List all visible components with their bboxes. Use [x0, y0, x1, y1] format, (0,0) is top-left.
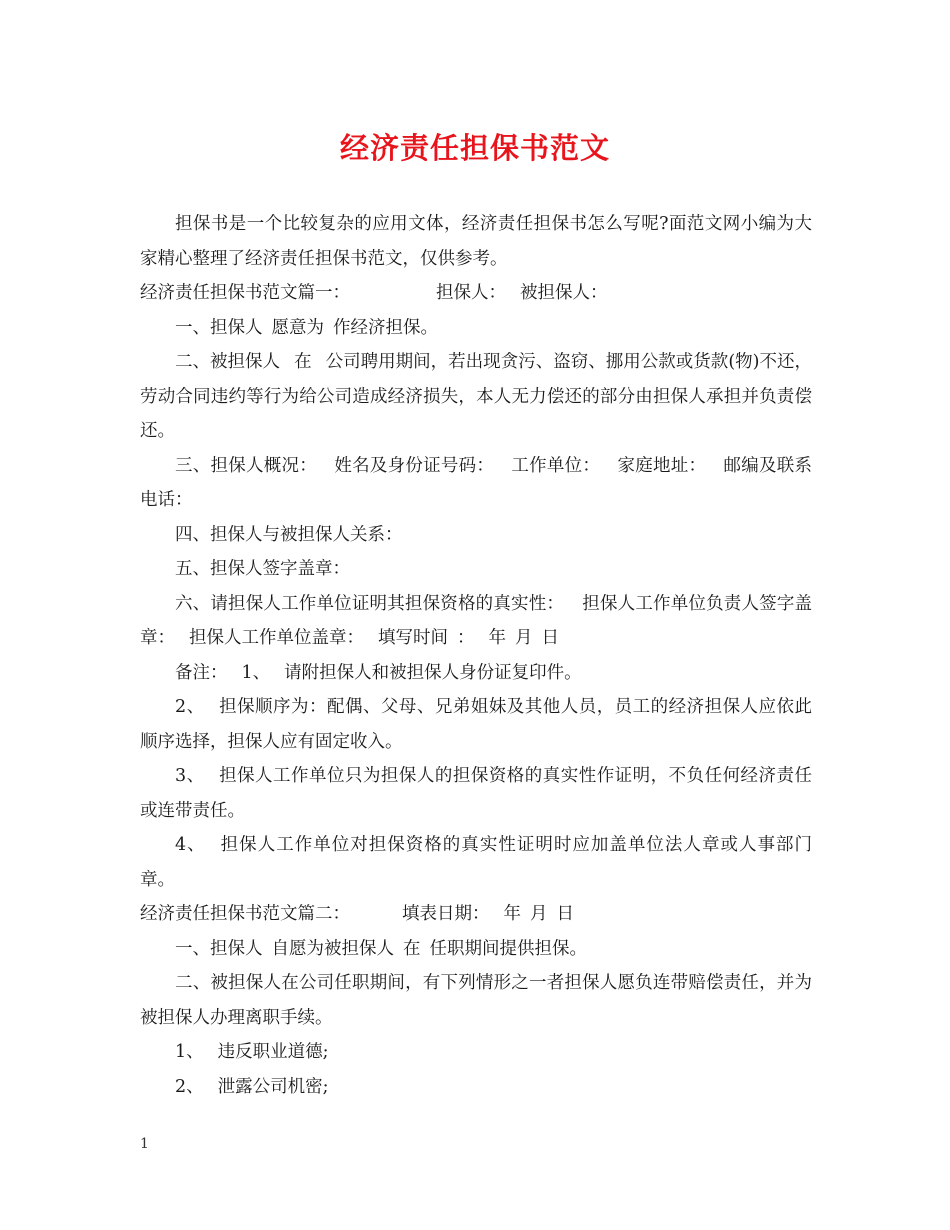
section-heading: 经济责任担保书范文篇一：: [140, 283, 350, 303]
page-number: 1: [140, 1136, 149, 1152]
field-label: 被担保人：: [520, 283, 608, 303]
text-segment: 在: [294, 352, 312, 372]
text-segment: 日: [556, 904, 574, 924]
text-segment: 2、: [175, 697, 205, 717]
field-label: 担保人：: [436, 283, 506, 303]
text-segment: 填写时间: [378, 628, 448, 648]
text-segment: 家庭地址：: [617, 455, 707, 476]
field-label: 填表日期：: [402, 904, 490, 924]
text-segment: 二、被担保人: [175, 352, 281, 372]
text-segment: 备注：: [175, 662, 228, 683]
text-segment: 月: [530, 904, 548, 924]
section-heading: 经济责任担保书范文篇二：: [140, 904, 350, 924]
text-segment: 工作单位：: [511, 455, 601, 476]
paragraph-clause-1: [140, 311, 812, 346]
text-segment: 公司聘用期间，若出现贪污、盗窃、挪用公款或货款(物)不还，劳动合同违约等行为给公司造成经济损失，本人无力偿还的部分由担保人承担并负责偿还。: [140, 352, 813, 441]
text-segment: 一、担保人: [175, 938, 263, 959]
text-segment: 担保人工作单位对担保资格的真实性证明时应加盖单位法人章或人事部门章。: [140, 835, 812, 890]
text-segment: 愿意为: [271, 317, 324, 338]
paragraph-note: [140, 656, 812, 691]
text-segment: ：: [457, 628, 475, 648]
paragraph-s2-clause-2: [140, 966, 812, 1035]
text-segment: 违反职业道德;: [217, 1042, 329, 1062]
text-segment: 四、担保人与被担保人关系：: [175, 524, 403, 545]
paragraph-note-2: [140, 690, 812, 759]
text-segment: 作经济担保。: [333, 317, 438, 338]
paragraph-clause-3: [140, 449, 812, 518]
paragraph-clause-5: [140, 552, 812, 587]
paragraph-clause-2: [140, 345, 812, 449]
text-segment: 月: [515, 628, 533, 648]
text-segment: 姓名及身份证号码：: [334, 455, 495, 476]
text-segment: 1、: [241, 662, 271, 683]
text-segment: 请附担保人和被担保人身份证复印件。: [284, 662, 582, 683]
paragraph-note-4: [140, 828, 812, 897]
text-segment: 邮编及联系电话：: [140, 455, 813, 510]
paragraph-intro: [140, 207, 812, 276]
text-segment: 自愿为被担保人: [271, 938, 394, 959]
paragraph-s2-item-1: [140, 1035, 812, 1070]
text-segment: 担保人工作单位负责人签字盖章：: [140, 593, 813, 648]
text-segment: 泄露公司机密;: [217, 1076, 329, 1097]
text-segment: 4、: [175, 835, 206, 855]
text-segment: 一、担保人: [175, 317, 263, 338]
text-segment: 五、担保人签字盖章：: [175, 559, 350, 579]
document-title: 经济责任担保书范文: [339, 131, 610, 165]
text-segment: 六、请担保人工作单位证明其担保资格的真实性：: [175, 593, 565, 614]
paragraph-clause-4: [140, 518, 812, 553]
text-segment: 三、担保人概况：: [175, 455, 318, 476]
paragraph-clause-6: [140, 587, 812, 656]
paragraph-s2-item-2: [140, 1070, 812, 1105]
text-segment: 担保顺序为：配偶、父母、兄弟姐妹及其他人员，员工的经济担保人应依此顺序选择，担保人应有固定收入。: [140, 697, 813, 752]
text-segment: 3、: [175, 766, 205, 786]
text-segment: 1、: [175, 1042, 204, 1062]
text-segment: 年: [503, 904, 521, 924]
text-segment: 在: [403, 938, 421, 959]
paragraph-s2-clause-1: [140, 932, 812, 967]
document-body: [140, 207, 812, 1104]
paragraph-section-one-heading: [140, 276, 812, 311]
paragraph-note-3: [140, 759, 812, 828]
text-segment: 任职期间提供担保。: [429, 938, 587, 959]
text-segment: 担保人工作单位只为担保人的担保资格的真实性作证明，不负任何经济责任或连带责任。: [140, 766, 813, 821]
text-segment: 年: [488, 628, 506, 648]
text-segment: 二、被担保人在公司任职期间，有下列情形之一者担保人愿负连带赔偿责任，并为被担保人办理离职手续。: [140, 973, 812, 1028]
paragraph-section-two-heading: [140, 897, 812, 932]
text-segment: 2、: [175, 1076, 204, 1097]
text-segment: 担保书是一个比较复杂的应用文体，经济责任担保书怎么写呢?面范文网小编为大家精心整理了经济责任担保书范文，仅供参考。: [140, 214, 812, 269]
text-segment: 担保人工作单位盖章：: [189, 628, 364, 648]
text-segment: 日: [541, 628, 559, 648]
